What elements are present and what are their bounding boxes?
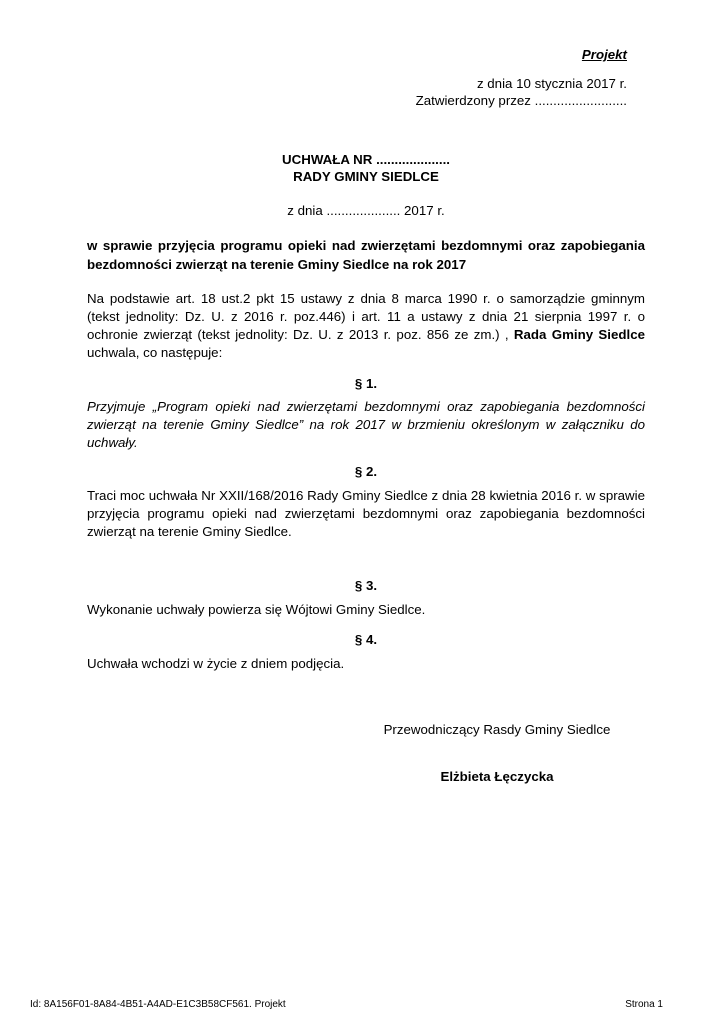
signature-name: Elżbieta Łęczycka <box>440 769 554 785</box>
resolution-subject: w sprawie przyjęcia programu opieki nad zwierzętami bezdomnymi oraz zapobiegania bezdomności zwierząt na terenie Gminy Siedlce na rok 2017 <box>87 238 645 272</box>
header-date-line: z dnia 10 stycznia 2017 r. <box>476 76 627 91</box>
section-4-text: Uchwała wchodzi w życie z dniem podjęcia. <box>87 656 345 672</box>
legal-basis-council-name: Rada Gminy Siedlce <box>513 327 645 342</box>
section-3-heading: § 3. <box>354 578 378 594</box>
resolution-title-number: UCHWAŁA NR .................... <box>282 152 450 167</box>
section-3-text: Wykonanie uchwały powierza się Wójtowi Gminy Siedlce. <box>87 602 426 618</box>
footer-page-number: Strona 1 <box>625 999 663 1010</box>
signature-block <box>349 721 645 786</box>
legal-basis-paragraph <box>87 290 645 362</box>
resolution-date-line: z dnia .................... 2017 r. <box>287 203 445 218</box>
footer-document-id: Id: 8A156F01-8A84-4B51-A4AD-E1C3B58CF561. Projekt <box>30 999 286 1010</box>
header-approved-line: Zatwierdzony przez ......................... <box>415 93 627 108</box>
legal-basis-text-after: uchwala, co następuje: <box>87 345 223 360</box>
project-label: Projekt <box>581 47 627 62</box>
section-2-heading: § 2. <box>354 464 378 480</box>
header-block <box>87 46 627 109</box>
resolution-title-council: RADY GMINY SIEDLCE <box>293 169 439 184</box>
section-4-heading: § 4. <box>354 632 378 648</box>
signature-role: Przewodniczący Rasdy Gminy Siedlce <box>383 722 611 738</box>
section-2-text: Traci moc uchwała Nr XXII/168/2016 Rady Gminy Siedlce z dnia 28 kwietnia 2016 r. w sprawie przyjęcia programu opieki nad zwierzętami bezdomnymi oraz zapobiegania bezdomności zwierząt na terenie Gminy Siedlce. <box>87 488 645 540</box>
page-footer <box>30 999 663 1011</box>
legal-basis-text-before: Na podstawie art. 18 ust.2 pkt 15 ustawy z dnia 8 marca 1990 r. o samorządzie gminnym (tekst jednolity: Dz. U. z 2016 r. poz.446) i art. 11 a ustawy z dnia 21 sierpnia 1997 r. o ochronie zwierząt (tekst jednolity: Dz. U. z 2013 r. poz. 856 ze zm.) , <box>87 291 645 342</box>
resolution-title <box>87 151 645 185</box>
section-1-heading: § 1. <box>354 376 378 392</box>
section-1-text: Przyjmuje „Program opieki nad zwierzętami bezdomnymi oraz zapobiegania bezdomności zwierząt na terenie Gminy Siedlce” na rok 2017 w brzmieniu określonym w załączniku do uchwały. <box>87 399 645 451</box>
